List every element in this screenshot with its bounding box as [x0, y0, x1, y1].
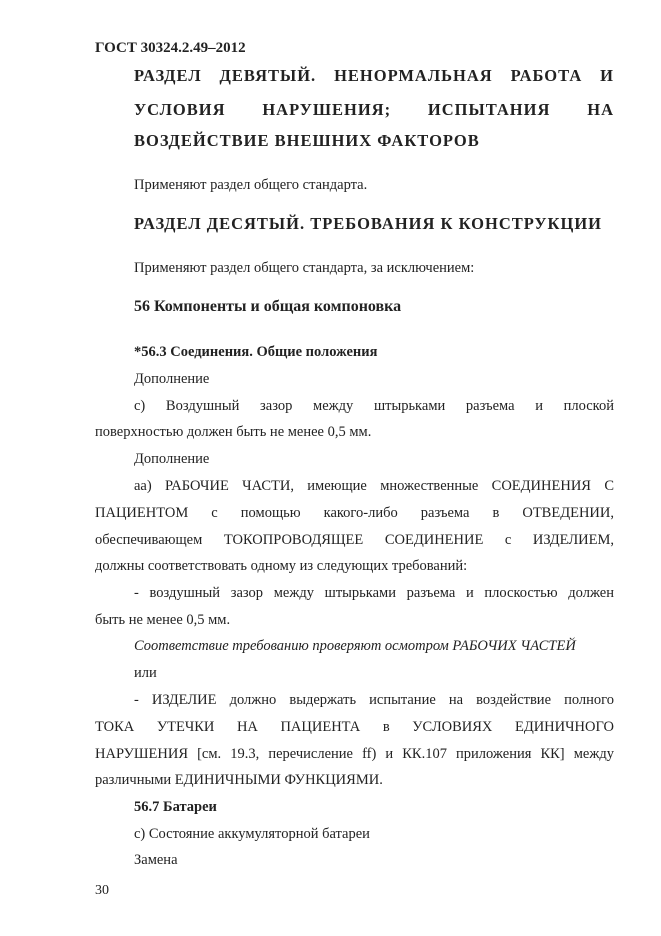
section-9-text: Применяют раздел общего стандарта.	[134, 177, 368, 193]
compliance-note: Соответствие требованию проверяют осмотром РАБОЧИХ ЧАСТЕЙ	[134, 638, 576, 654]
standard-code: ГОСТ 30324.2.49–2012	[95, 40, 246, 56]
addition-label-2: Дополнение	[134, 451, 210, 467]
section-10-text: Применяют раздел общего стандарта, за исключением:	[134, 260, 475, 276]
item-c-line-2: поверхностью должен быть не менее 0,5 мм.	[95, 424, 372, 440]
item-aa-line-2: ПАЦИЕНТОМ с помощью какого-либо разъема в ОТВЕДЕНИИ,	[95, 505, 614, 521]
item-aa-line-4: должны соответствовать одному из следующих требований:	[95, 558, 468, 574]
dash-2-line-4: различными ЕДИНИЧНЫМИ ФУНКЦИЯМИ.	[95, 772, 383, 788]
item-aa-line-3: обеспечивающем ТОКОПРОВОДЯЩЕЕ СОЕДИНЕНИЕ с ИЗДЕЛИЕМ,	[95, 532, 614, 548]
section-10-title: РАЗДЕЛ ДЕСЯТЫЙ. ТРЕБОВАНИЯ К КОНСТРУКЦИИ	[134, 214, 603, 233]
dash-2-line-3: НАРУШЕНИЯ [см. 19.3, перечисление ff) и КК.107 приложения КК] между	[95, 746, 614, 762]
replacement-label: Замена	[134, 852, 178, 868]
clause-56-7-item-c: c) Состояние аккумуляторной батареи	[134, 826, 370, 842]
clause-56-3-title: *56.3 Соединения. Общие положения	[134, 344, 378, 360]
item-c-line-1: c) Воздушный зазор между штырьками разъема и плоской	[134, 398, 614, 414]
item-aa-line-1: аа) РАБОЧИЕ ЧАСТИ, имеющие множественные СОЕДИНЕНИЯ С	[134, 478, 614, 494]
section-9-title-line-2: УСЛОВИЯ НАРУШЕНИЯ; ИСПЫТАНИЯ НА	[134, 100, 614, 119]
dash-2-line-1: - ИЗДЕЛИЕ должно выдержать испытание на воздействие полного	[134, 692, 614, 708]
section-9-title-line-3: ВОЗДЕЙСТВИЕ ВНЕШНИХ ФАКТОРОВ	[134, 131, 480, 150]
dash-1-line-2: быть не менее 0,5 мм.	[95, 612, 231, 628]
page-number: 30	[95, 883, 109, 898]
or-label: или	[134, 665, 157, 681]
addition-label-1: Дополнение	[134, 371, 210, 387]
dash-2-line-2: ТОКА УТЕЧКИ НА ПАЦИЕНТА в УСЛОВИЯХ ЕДИНИЧНОГО	[95, 719, 614, 735]
section-9-title-line-1: РАЗДЕЛ ДЕВЯТЫЙ. НЕНОРМАЛЬНАЯ РАБОТА И	[134, 66, 614, 85]
clause-56-title: 56 Компоненты и общая компоновка	[134, 298, 402, 315]
clause-56-7-title: 56.7 Батареи	[134, 799, 217, 815]
dash-1-line-1: - воздушный зазор между штырьками разъема и плоскостью должен	[134, 585, 614, 601]
